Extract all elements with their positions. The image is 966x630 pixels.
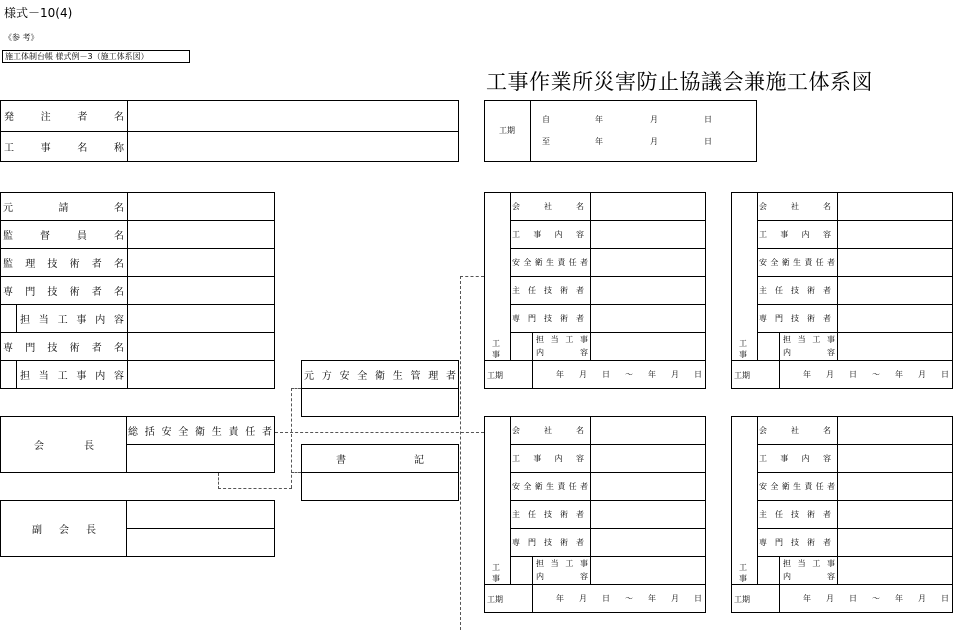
assigned-work-line2: 内 容 [536, 571, 588, 581]
sub-period-label: 工期 [734, 371, 750, 380]
sub-row-label: 安 全 衛 生 責 任 者 [759, 481, 835, 491]
secretary-label: 書 記 [336, 454, 424, 466]
sub-row-label: 会 社 名 [759, 201, 831, 211]
assigned-work-line2: 内 容 [783, 347, 835, 357]
sub-row-label: 工 事 内 容 [759, 453, 831, 463]
sub-period-parts: 年 月 日 ～ 年 月 日 [556, 594, 702, 603]
sub-row-label: 専 門 技 術 者 [512, 313, 584, 323]
sub-side-label: 工事 [739, 339, 747, 359]
prime-contractor-label: 元 請 名 [3, 202, 124, 214]
assigned-work-line2: 内 容 [783, 571, 835, 581]
form-number: 様式－10(4) [4, 6, 73, 20]
sub-period-parts: 年 月 日 ～ 年 月 日 [803, 370, 949, 379]
specialist-engineer-label: 専 門 技 術 者 名 [3, 286, 124, 298]
project-name-label: 工 事 名 称 [4, 143, 124, 154]
sub-row-label: 工 事 内 容 [759, 229, 831, 239]
assigned-work-line1: 担 当 工 事 [783, 334, 835, 344]
sub-row-label: 会 社 名 [512, 425, 584, 435]
assigned-work-line1: 担 当 工 事 [783, 558, 835, 568]
sub-row-label: 専 門 技 術 者 [512, 537, 584, 547]
sub-row-label: 安 全 衛 生 責 任 者 [512, 481, 588, 491]
page-title: 工事作業所災害防止協議会兼施工体系図 [486, 70, 873, 94]
sub-row-label: 安 全 衛 生 責 任 者 [512, 257, 588, 267]
subtitle-text: 施工体制台帳 様式例－3（施工体系図） [5, 52, 149, 61]
sub-row-label: 工 事 内 容 [512, 453, 584, 463]
specialist-engineer-label-2: 専 門 技 術 者 名 [3, 342, 124, 354]
prime-safety-manager-label: 元 方 安 全 衛 生 管 理 者 [304, 370, 456, 382]
sub-row-label: 専 門 技 術 者 [759, 537, 831, 547]
sub-row-label: 主 任 技 術 者 [759, 285, 831, 295]
sub-row-label: 安 全 衛 生 責 任 者 [759, 257, 835, 267]
sub-row-label: 会 社 名 [512, 201, 584, 211]
orderer-label: 発 注 者 名 [4, 112, 124, 123]
sub-row-label: 専 門 技 術 者 [759, 313, 831, 323]
reference-label: 《参 考》 [4, 33, 39, 42]
sub-period-label: 工期 [487, 371, 503, 380]
sub-row-label: 主 任 技 術 者 [512, 285, 584, 295]
sub-row-label: 主 任 技 術 者 [759, 509, 831, 519]
assigned-work-line2: 内 容 [536, 347, 588, 357]
subtitle-box [2, 50, 190, 63]
sub-period-parts: 年 月 日 ～ 年 月 日 [556, 370, 702, 379]
assigned-work-label-2: 担 当 工 事 内 容 [20, 371, 124, 382]
sub-period-parts: 年 月 日 ～ 年 月 日 [803, 594, 949, 603]
vice-chair-label: 副 会 長 [32, 525, 96, 536]
period-label: 工期 [499, 126, 515, 135]
assigned-work-label: 担 当 工 事 内 容 [20, 314, 124, 326]
chair-label: 会 長 [34, 441, 94, 452]
sub-period-label: 工期 [487, 595, 503, 604]
sub-row-label: 会 社 名 [759, 425, 831, 435]
assigned-work-line1: 担 当 工 事 [536, 334, 588, 344]
supervisor-label: 監 督 員 名 [3, 230, 124, 242]
sub-row-label: 工 事 内 容 [512, 229, 584, 239]
sub-side-label: 工事 [492, 563, 500, 583]
sub-side-label: 工事 [739, 563, 747, 583]
assigned-work-line1: 担 当 工 事 [536, 558, 588, 568]
sub-side-label: 工事 [492, 339, 500, 359]
supervising-engineer-label: 監 理 技 術 者 名 [3, 258, 124, 270]
sub-row-label: 主 任 技 術 者 [512, 509, 584, 519]
sub-period-label: 工期 [734, 595, 750, 604]
general-safety-manager-label: 総 括 安 全 衛 生 責 任 者 [128, 426, 272, 438]
